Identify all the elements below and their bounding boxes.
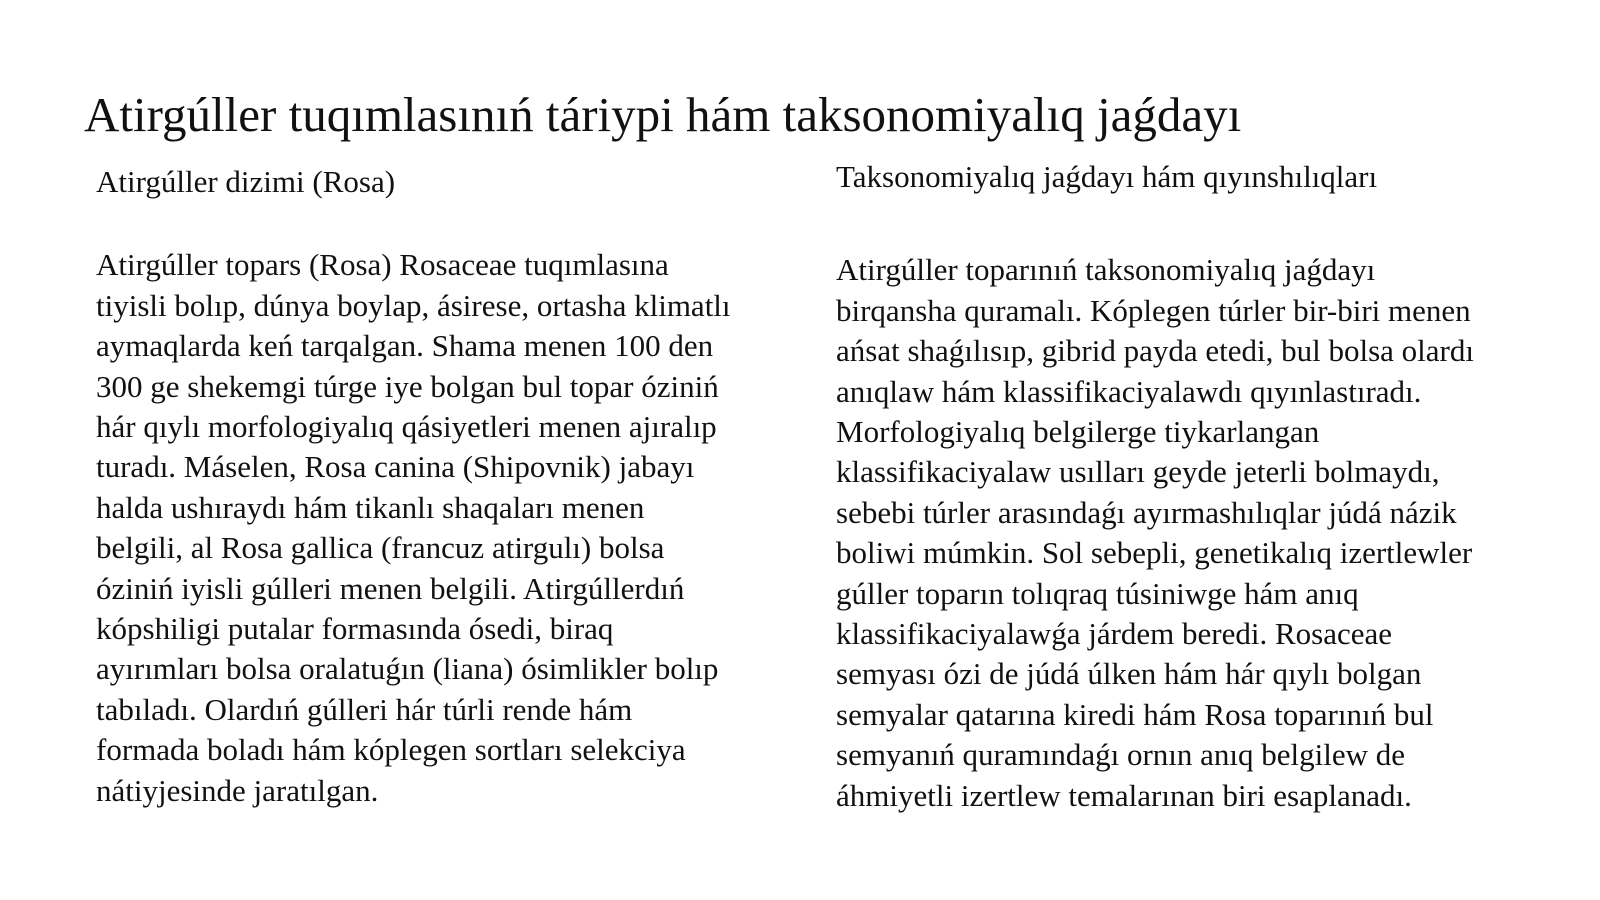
left-column-body: Atirgúller topars (Rosa) Rosaceae tuqımlasına tiyisli bolıp, dúnya boylap, ásirese, ortasha klimatlı aymaqlarda keń tarqalgan. Shama menen 100 den 300 ge shekemgi túrge iye bolgan bul topar óziniń hár qıylı morfologiyalıq qásiyetleri menen ajıralıp turadı. Máselen, Rosa canina (Shipovnik) jabayı halda ushıraydı hám tikanlı shaqaları menen belgili, al Rosa gallica (francuz atirgulı) bolsa óziniń iyisli gúlleri menen belgili. Atirgúllerdıń kópshiligi putalar formasında ósedi, biraq ayırımları bolsa oralatuǵın (liana) ósimlikler bolıp tabıladı. Olardıń gúlleri hár túrli rende hám formada boladı hám kóplegen sortları selekciya nátiyjesinde jaratılgan. — [96, 247, 731, 808]
right-column-heading: Taksonomiyalıq jaǵdayı hám qıyınshılıqları — [836, 159, 1378, 194]
left-column — [96, 162, 796, 811]
slide-title: Atirgúller tuqımlasınıń táriypi hám taksonomiyalıq jaǵdayı — [84, 87, 1242, 142]
right-column-body: Atirgúller toparınıń taksonomiyalıq jaǵdayı birqansha quramalı. Kóplegen túrler bir-biri menen ańsat shaǵılısıp, gibrid payda etedi, bul bolsa olardı anıqlaw hám klassifikaciyalawdı qıyınlastıradı. Morfologiyalıq belgilerge tiykarlangan klassifikaciyalaw usılları geyde jeterli bolmaydı, sebebi túrler arasındaǵı ayırmashılıqlar júdá názik boliwi múmkin. Sol sebepli, genetikalıq izertlewler gúller toparın tolıqraq túsiniwge hám anıq klassifikaciyalawǵa járdem beredi. Rosaceae semyası ózi de júdá úlken hám hár qıylı bolgan semyalar qatarına kiredi hám Rosa toparınıń bul semyanıń quramındaǵı ornın anıq belgilew de áhmiyetli izertlew temalarınan biri esaplanadı. — [836, 252, 1474, 813]
right-column — [836, 157, 1536, 816]
left-column-heading: Atirgúller dizimi (Rosa) — [96, 164, 396, 199]
